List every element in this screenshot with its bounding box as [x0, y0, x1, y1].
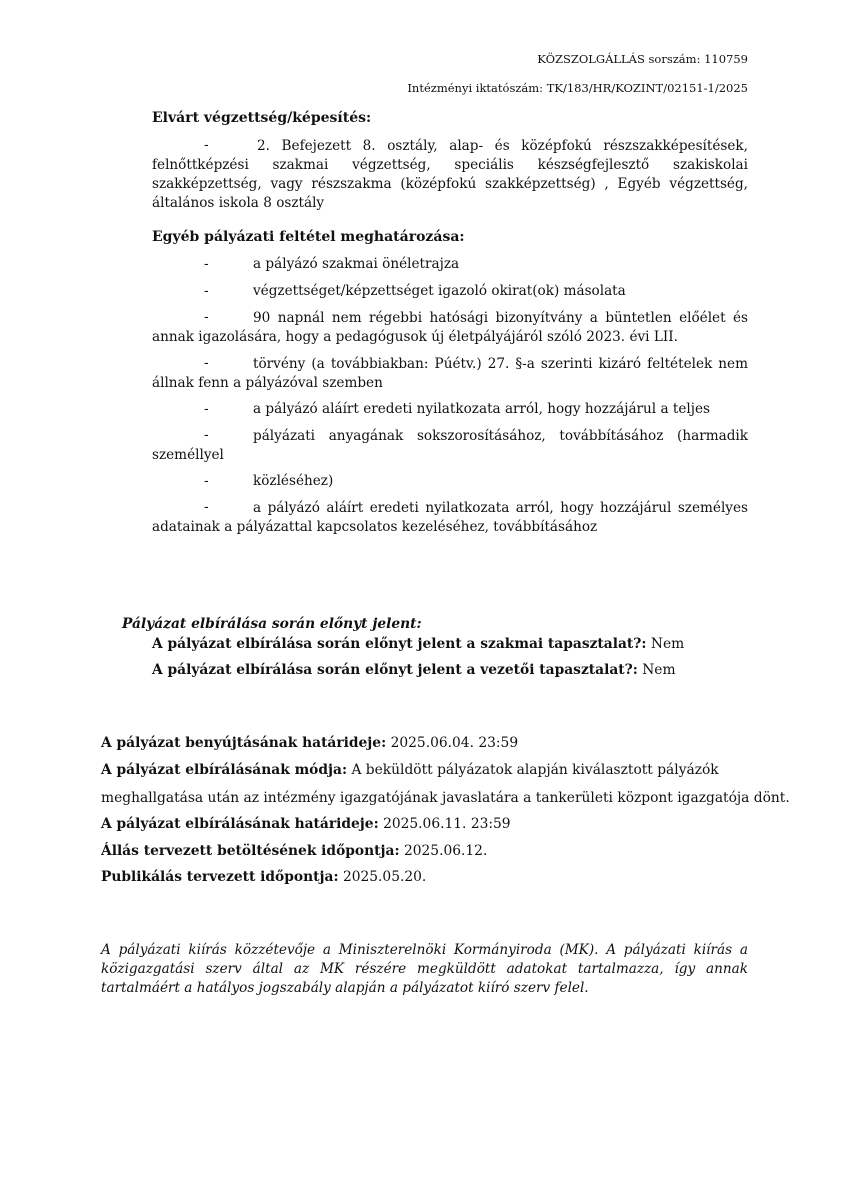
evaluation-method-value: A beküldött pályázatok alapján kiválasztott pályázók: [351, 762, 719, 778]
advantage-management-value: Nem: [642, 662, 676, 678]
condition-dash: -: [204, 499, 209, 515]
advantage-professional-value: Nem: [650, 636, 685, 652]
condition-item: a pályázó aláírt eredeti nyilatkozata arról, hogy hozzájárul személyes adatainak a pályázattal kapcsolatos kezeléséhez, továbbításához: [152, 500, 748, 535]
registration-number: KÖZSZOLGÁLLÁS sorszám: 110759: [537, 52, 748, 66]
condition-item: pályázati anyagának sokszorosításához, továbbításához (harmadik személlyel: [152, 428, 748, 463]
condition-dash: -: [204, 283, 209, 299]
advantage-management: [152, 662, 676, 678]
condition-item: végzettséget/képzettséget igazoló okirat(ok) másolata: [253, 283, 626, 299]
condition-dash: -: [204, 427, 209, 443]
planned-publish-date: [101, 869, 426, 885]
qualification-dash: -: [204, 137, 209, 153]
planned-start-label: Állás tervezett betöltésének időpontja:: [101, 843, 400, 859]
submission-deadline-label: A pályázat benyújtásának határideje:: [101, 735, 387, 751]
publisher-disclaimer: A pályázati kiírás közzétevője a Miniszterelnöki Kormányiroda (MK). A pályázati kiírás a közigazgatási szerv által az MK részére megküldött adatokat tartalmazza, így annak tartalmáért a hatályos jogszabály alapján a pályázatot kiíró szerv felel.: [101, 942, 748, 996]
condition-dash: -: [204, 473, 209, 489]
evaluation-method-continued: meghallgatása után az intézmény igazgatójának javaslatára a tankerületi központ igazgatója dönt.: [101, 790, 790, 806]
submission-deadline-value: 2025.06.04. 23:59: [390, 735, 519, 751]
decision-deadline: [101, 816, 511, 832]
planned-start-value: 2025.06.12.: [403, 843, 488, 859]
advantage-professional: [152, 636, 684, 652]
condition-item: 90 napnál nem régebbi hatósági bizonyítvány a büntetlen előélet és annak igazolására, hogy a pedagógusok új életpályájáról szóló 2023. évi LII.: [152, 310, 748, 345]
condition-item: a pályázó szakmai önéletrajza: [253, 256, 460, 272]
other-conditions-title: Egyéb pályázati feltétel meghatározása:: [152, 229, 465, 245]
decision-deadline-label: A pályázat elbírálásának határideje:: [101, 816, 379, 832]
planned-start-date: [101, 843, 487, 859]
qualification-title: Elvárt végzettség/képesítés:: [152, 110, 372, 126]
condition-item: közléséhez): [253, 473, 334, 489]
condition-dash: -: [204, 309, 209, 325]
evaluation-method: [101, 762, 719, 778]
condition-dash: -: [204, 401, 209, 417]
condition-dash: -: [204, 256, 209, 272]
submission-deadline: [101, 735, 518, 751]
evaluation-method-label: A pályázat elbírálásának módja:: [101, 762, 348, 778]
planned-publish-value: 2025.05.20.: [342, 869, 427, 885]
filing-number: Intézményi iktatószám: TK/183/HR/KOZINT/02151-1/2025: [407, 81, 748, 95]
condition-item: a pályázó aláírt eredeti nyilatkozata arról, hogy hozzájárul a teljes: [253, 401, 710, 417]
planned-publish-label: Publikálás tervezett időpontja:: [101, 869, 339, 885]
condition-item: törvény (a továbbiakban: Púétv.) 27. §-a szerinti kizáró feltételek nem állnak fenn a pályázóval szemben: [152, 356, 748, 391]
advantage-management-label: A pályázat elbírálása során előnyt jelent a vezetői tapasztalat?:: [152, 662, 638, 678]
qualification-text: 2. Befejezett 8. osztály, alap- és középfokú részszakképesítések, felnőttképzési szakmai végzettség, speciális készségfejlesztő szakiskolai szakképzettség, vagy részszakma (középfokú szakképzettség) , Egyéb végzettség, általános iskola 8 osztály: [152, 138, 748, 211]
advantage-title: Pályázat elbírálása során előnyt jelent:: [122, 616, 422, 632]
decision-deadline-value: 2025.06.11. 23:59: [383, 816, 511, 832]
condition-dash: -: [204, 355, 209, 371]
advantage-professional-label: A pályázat elbírálása során előnyt jelent a szakmai tapasztalat?:: [152, 636, 647, 652]
